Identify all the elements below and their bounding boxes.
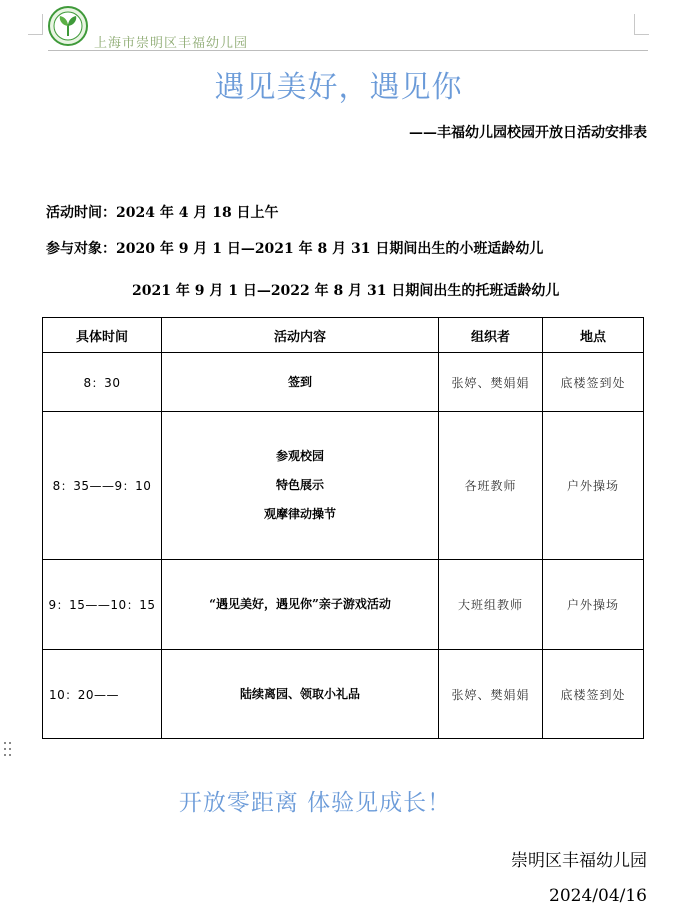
activity-time-line: 活动时间：2024 年 4 月 18 日上午: [46, 205, 279, 221]
header-activity: 活动内容: [162, 318, 439, 353]
schedule-table: [42, 317, 644, 739]
cell-location: 户外操场: [543, 560, 644, 650]
table-header-row: [43, 318, 644, 353]
cell-activity: [162, 560, 439, 650]
kindergarten-seedling-logo-icon: [48, 6, 88, 46]
cell-location: 底楼签到处: [543, 353, 644, 412]
cell-activity: [162, 353, 439, 412]
page-subtitle: ——丰福幼儿园校园开放日活动安排表: [409, 125, 647, 141]
activity-item: 签到: [287, 374, 312, 389]
cell-time: 8：30: [43, 353, 162, 412]
table-row: [43, 412, 644, 560]
activity-item: 陆续离园、领取小礼品: [239, 686, 360, 701]
cell-organizer: 张婷、樊娟娟: [439, 353, 543, 412]
table-row: [43, 650, 644, 739]
page-title: 遇见美好，遇见你: [214, 70, 463, 105]
cell-organizer: 张婷、樊娟娟: [439, 650, 543, 739]
header-time: 具体时间: [43, 318, 162, 353]
activity-item: 观摩律动操节: [263, 507, 336, 521]
cell-location: 户外操场: [543, 412, 644, 560]
header-organizer: 组织者: [439, 318, 543, 353]
cell-time: 10：20——: [43, 650, 162, 739]
header-divider: [48, 50, 648, 51]
cell-activity: [162, 650, 439, 739]
signature: 崇明区丰福幼儿园: [511, 851, 647, 871]
activity-item: “遇见美好，遇见你”亲子游戏活动: [209, 597, 391, 611]
cell-organizer: 各班教师: [439, 412, 543, 560]
table-row: [43, 353, 644, 412]
participants-line: 参与对象：2020 年 9 月 1 日—2021 年 8 月 31 日期间出生的小班适龄幼儿: [46, 241, 544, 257]
page-corner-mark-top-left: [28, 14, 43, 35]
activity-item: 特色展示: [275, 478, 324, 492]
cell-organizer: 大班组教师: [439, 560, 543, 650]
cell-time: 8：35——9：10: [43, 412, 162, 560]
cell-activity: [162, 412, 439, 560]
cell-time: 9：15——10：15: [43, 560, 162, 650]
header-school-name: 上海市崇明区丰福幼儿园: [94, 36, 249, 51]
document-date: 2024/04/16: [549, 886, 647, 906]
drag-handle-icon[interactable]: [3, 740, 13, 760]
activity-item: 参观校园: [275, 449, 324, 463]
participants-line-continued: 2021 年 9 月 1 日—2022 年 8 月 31 日期间出生的托班适龄幼儿: [132, 283, 560, 299]
cell-location: 底楼签到处: [543, 650, 644, 739]
header-location: 地点: [543, 318, 644, 353]
table-row: [43, 560, 644, 650]
page-corner-mark-top-right: [634, 14, 649, 35]
slogan: 开放零距离 体验见成长！: [178, 790, 452, 816]
